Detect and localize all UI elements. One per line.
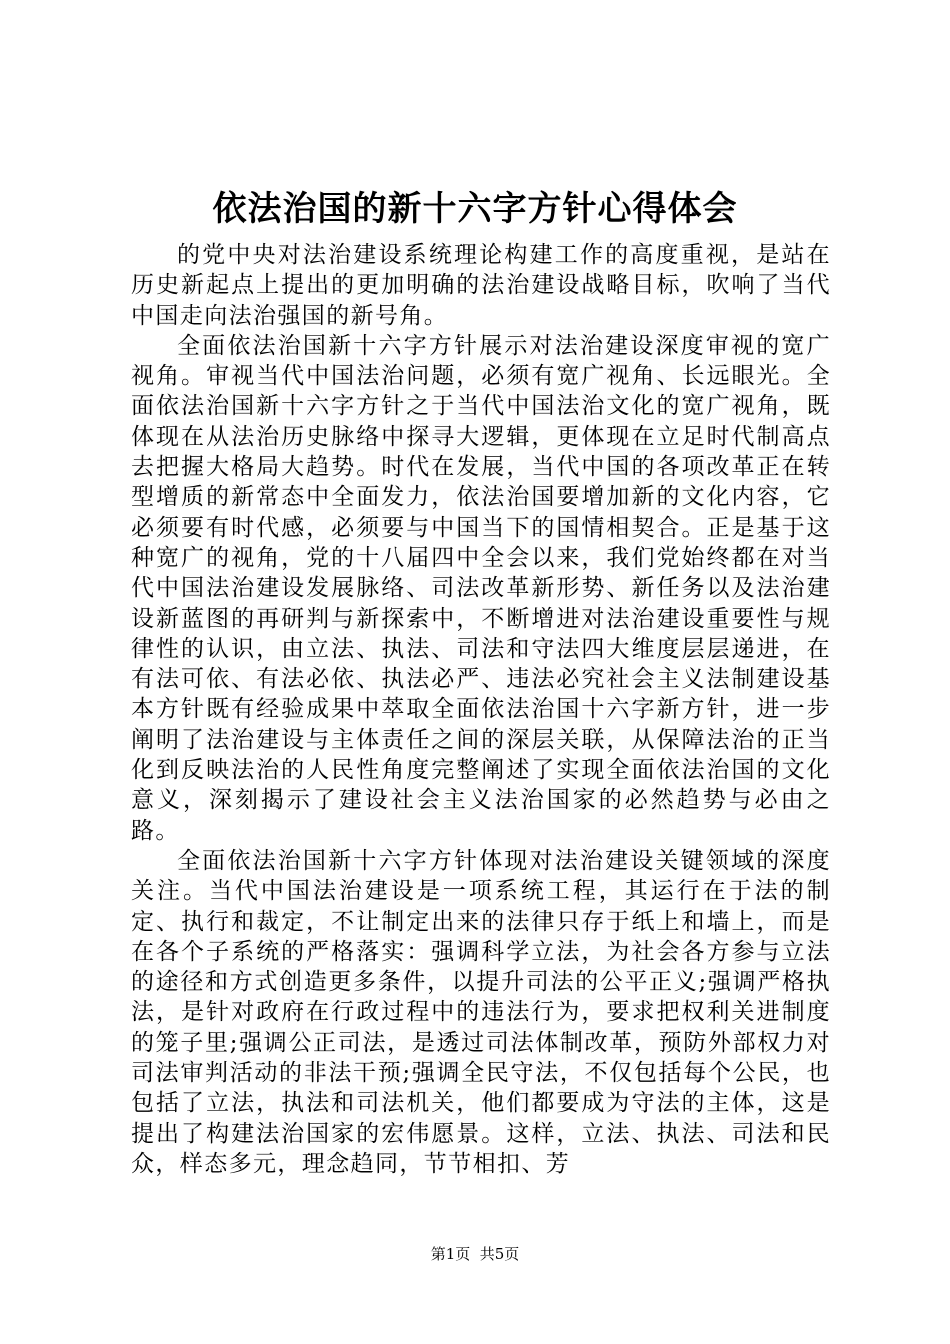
- document-body: [131, 240, 831, 1179]
- paragraph-3: 全面依法治国新十六字方针体现对法治建设关键领域的深度关注。当代中国法治建设是一项系统工程，其运行在于法的制定、执行和裁定，不让制定出来的法律只存于纸上和墙上，而是在各个子系统的严格落实：强调科学立法，为社会各方参与立法的途径和方式创造更多条件，以提升司法的公平正义;强调严格执法，是针对政府在行政过程中的违法行为，要求把权利关进制度的笼子里;强调公正司法，是透过司法体制改革，预防外部权力对司法审判活动的非法干预;强调全民守法，不仅包括每个公民，也包括了立法，执法和司法机关，他们都要成为守法的主体，这是提出了构建法治国家的宏伟愿景。这样，立法、执法、司法和民众，样态多元，理念趋同，节节相扣、芳: [131, 847, 831, 1177]
- page-number-label: 第1页 共5页: [430, 1245, 520, 1263]
- document-title: 依法治国的新十六字方针心得体会: [212, 189, 738, 229]
- paragraph-1: 的党中央对法治建设系统理论构建工作的高度重视，是站在历史新起点上提出的更加明确的法治建设战略目标，吹响了当代中国走向法治强国的新号角。: [131, 242, 831, 329]
- page-footer: [0, 1244, 950, 1264]
- paragraph-2: 全面依法治国新十六字方针展示对法治建设深度审视的宽广视角。审视当代中国法治问题，必须有宽广视角、长远眼光。全面依法治国新十六字方针之于当代中国法治文化的宽广视角，既体现在从法治历史脉络中探寻大逻辑，更体现在立足时代制高点去把握大格局大趋势。时代在发展，当代中国的各项改革正在转型增质的新常态中全面发力，依法治国要增加新的文化内容，它必须要有时代感，必须要与中国当下的国情相契合。正是基于这种宽广的视角，党的十八届四中全会以来，我们党始终都在对当代中国法治建设发展脉络、司法改革新形势、新任务以及法治建设新蓝图的再研判与新探索中，不断增进对法治建设重要性与规律性的认识，由立法、执法、司法和守法四大维度层层递进，在有法可依、有法必依、执法必严、违法必究社会主义法制建设基本方针既有经验成果中萃取全面依法治国十六字新方针，进一步阐明了法治建设与主体责任之间的深层关联，从保障法治的正当化到反映法治的人民性角度完整阐述了实现全面依法治国的文化意义，深刻揭示了建设社会主义法治国家的必然趋势与必由之路。: [131, 332, 831, 844]
